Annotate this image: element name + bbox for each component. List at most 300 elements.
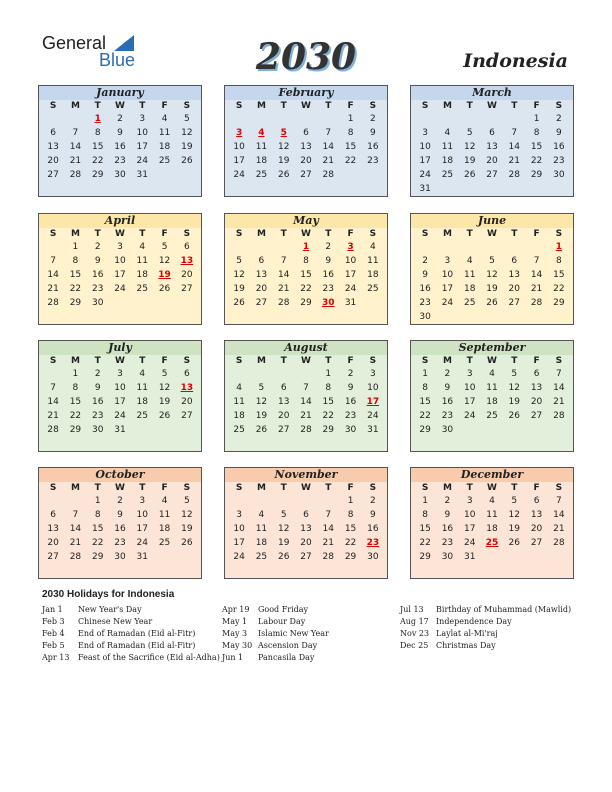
day-cell: 22 xyxy=(69,411,82,421)
day-cell: 6 xyxy=(533,369,540,379)
day-cell: 25 xyxy=(255,552,268,562)
day-cell: 6 xyxy=(280,383,287,393)
day-cell: 4 xyxy=(236,383,242,393)
brand-line2: Blue xyxy=(99,50,136,70)
month-june xyxy=(410,213,574,325)
day-cell: 13 xyxy=(530,510,543,520)
weekday-header: S xyxy=(235,356,243,366)
day-grid xyxy=(225,355,387,437)
day-grid xyxy=(225,100,387,182)
day-cell: 20 xyxy=(508,284,520,294)
holiday-day: 25 xyxy=(485,538,499,548)
day-cell: 4 xyxy=(369,242,376,252)
weekday-header: T xyxy=(511,101,518,111)
holiday-name: End of Ramadan (Eid al-Fitr) xyxy=(78,629,196,638)
day-cell: 6 xyxy=(258,256,265,266)
day-cell: 2 xyxy=(444,496,451,506)
month-name: April xyxy=(39,214,201,228)
day-cell: 14 xyxy=(322,524,334,534)
day-cell: 18 xyxy=(136,397,148,407)
weekday-header: T xyxy=(466,101,473,111)
month-name: January xyxy=(39,86,201,100)
day-cell: 21 xyxy=(300,411,312,421)
day-cell: 27 xyxy=(486,170,498,180)
day-cell: 11 xyxy=(486,510,498,520)
weekday-header: S xyxy=(369,483,377,493)
holiday-row xyxy=(42,640,220,652)
day-cell: 5 xyxy=(183,114,190,124)
day-cell: 17 xyxy=(344,270,357,280)
day-cell: 20 xyxy=(277,411,290,421)
day-blank xyxy=(459,240,481,254)
day-cell: 1 xyxy=(94,496,101,506)
day-cell: 2 xyxy=(444,369,451,379)
day-cell: 30 xyxy=(91,298,104,308)
day-cell: 8 xyxy=(72,256,79,266)
weekday-header: M xyxy=(256,101,266,111)
day-cell: 16 xyxy=(114,524,126,534)
day-cell: 10 xyxy=(114,256,126,266)
day-cell: 21 xyxy=(69,538,82,548)
day-cell: 4 xyxy=(139,369,146,379)
weekday-header: W xyxy=(301,356,311,366)
day-cell: 4 xyxy=(139,242,146,252)
day-cell: 29 xyxy=(530,170,543,180)
weekday-header: T xyxy=(325,356,332,366)
holiday-day: 4 xyxy=(258,128,265,138)
day-cell: 7 xyxy=(555,369,562,379)
day-cell: 8 xyxy=(303,256,309,266)
day-cell: 19 xyxy=(508,524,520,534)
day-cell: 5 xyxy=(511,369,518,379)
holiday-name: Christmas Day xyxy=(436,641,496,650)
day-cell: 30 xyxy=(114,170,126,180)
day-cell: 6 xyxy=(50,128,56,138)
day-cell: 15 xyxy=(300,270,312,280)
day-cell: 3 xyxy=(117,369,123,379)
day-cell: 2 xyxy=(369,114,376,124)
holiday-row xyxy=(400,616,571,628)
day-blank xyxy=(295,367,317,381)
day-cell: 17 xyxy=(441,284,454,294)
day-cell: 29 xyxy=(91,170,104,180)
weekday-header: M xyxy=(442,356,452,366)
holiday-day: 1 xyxy=(94,114,101,124)
day-cell: 30 xyxy=(441,425,454,435)
day-cell: 22 xyxy=(344,538,357,548)
day-grid xyxy=(411,100,573,196)
weekday-header: W xyxy=(115,229,125,239)
day-cell: 1 xyxy=(72,369,79,379)
day-cell: 29 xyxy=(300,298,312,308)
day-cell: 8 xyxy=(533,128,540,138)
holiday-row xyxy=(222,628,329,640)
day-cell: 19 xyxy=(277,538,290,548)
holiday-date: Feb 3 xyxy=(42,617,65,626)
day-cell: 20 xyxy=(300,538,312,548)
day-cell: 9 xyxy=(369,128,376,138)
day-cell: 11 xyxy=(441,142,454,152)
day-cell: 1 xyxy=(325,369,332,379)
weekday-header: W xyxy=(301,229,311,239)
weekday-header: S xyxy=(421,483,429,493)
weekday-header: F xyxy=(347,356,354,366)
day-cell: 27 xyxy=(277,425,290,435)
weekday-header: W xyxy=(115,356,125,366)
day-cell: 19 xyxy=(255,411,268,421)
day-blank xyxy=(64,112,86,126)
day-cell: 24 xyxy=(463,538,476,548)
day-cell: 23 xyxy=(114,538,126,548)
day-cell: 19 xyxy=(158,397,171,407)
weekday-header: M xyxy=(70,101,80,111)
weekday-header: W xyxy=(115,101,125,111)
day-cell: 7 xyxy=(72,510,79,520)
weekday-header: F xyxy=(347,229,354,239)
day-blank xyxy=(64,494,86,508)
day-cell: 5 xyxy=(511,496,518,506)
holiday-row xyxy=(42,652,220,664)
day-cell: 25 xyxy=(255,170,268,180)
day-cell: 19 xyxy=(277,156,290,166)
day-cell: 17 xyxy=(463,397,476,407)
day-blank xyxy=(42,367,64,381)
day-cell: 7 xyxy=(555,496,562,506)
day-cell: 7 xyxy=(50,383,56,393)
day-grid xyxy=(39,355,201,437)
day-cell: 11 xyxy=(158,510,171,520)
day-cell: 28 xyxy=(322,552,334,562)
day-cell: 31 xyxy=(463,552,476,562)
day-cell: 16 xyxy=(553,142,565,152)
day-cell: 7 xyxy=(325,510,332,520)
day-cell: 27 xyxy=(508,298,520,308)
day-cell: 28 xyxy=(300,425,312,435)
day-cell: 5 xyxy=(258,383,265,393)
day-cell: 25 xyxy=(136,411,148,421)
day-blank xyxy=(481,112,503,126)
day-blank xyxy=(42,494,64,508)
day-cell: 31 xyxy=(136,552,148,562)
weekday-header: S xyxy=(421,229,429,239)
day-blank xyxy=(228,112,250,126)
day-cell: 2 xyxy=(94,369,101,379)
day-cell: 3 xyxy=(369,369,376,379)
month-name: June xyxy=(411,214,573,228)
day-cell: 12 xyxy=(463,142,476,152)
day-cell: 8 xyxy=(422,383,428,393)
day-grid xyxy=(225,228,387,310)
day-cell: 1 xyxy=(533,114,540,124)
day-cell: 22 xyxy=(419,538,431,548)
day-cell: 4 xyxy=(466,256,473,266)
holiday-name: Pancasila Day xyxy=(258,653,315,662)
month-name: September xyxy=(411,341,573,355)
day-cell: 6 xyxy=(489,128,495,138)
day-cell: 30 xyxy=(344,425,357,435)
day-cell: 20 xyxy=(486,156,498,166)
day-blank xyxy=(250,367,272,381)
day-cell: 4 xyxy=(444,128,451,138)
day-cell: 12 xyxy=(508,383,520,393)
day-cell: 10 xyxy=(344,256,357,266)
day-cell: 4 xyxy=(489,496,495,506)
day-cell: 8 xyxy=(555,256,562,266)
month-march xyxy=(410,85,574,197)
day-cell: 18 xyxy=(233,411,245,421)
day-blank xyxy=(250,240,272,254)
weekday-header: S xyxy=(49,101,57,111)
holiday-day: 23 xyxy=(366,538,380,548)
holiday-name: New Year's Day xyxy=(78,605,142,614)
day-cell: 6 xyxy=(511,256,518,266)
day-cell: 4 xyxy=(161,496,168,506)
day-cell: 27 xyxy=(300,170,312,180)
day-cell: 27 xyxy=(300,552,312,562)
holiday-row xyxy=(400,640,571,652)
day-cell: 6 xyxy=(183,369,190,379)
month-name: July xyxy=(39,341,201,355)
day-cell: 23 xyxy=(114,156,126,166)
day-cell: 16 xyxy=(419,284,431,294)
day-cell: 16 xyxy=(441,524,454,534)
weekday-header: T xyxy=(94,101,101,111)
day-cell: 24 xyxy=(233,170,245,180)
day-cell: 1 xyxy=(347,496,354,506)
day-cell: 9 xyxy=(94,383,101,393)
country-title: Indonesia xyxy=(463,50,568,72)
day-cell: 13 xyxy=(255,270,268,280)
day-blank xyxy=(295,112,317,126)
day-cell: 15 xyxy=(91,142,104,152)
weekday-header: S xyxy=(235,483,243,493)
day-cell: 2 xyxy=(94,242,101,252)
day-cell: 16 xyxy=(91,397,104,407)
day-cell: 21 xyxy=(553,397,565,407)
weekday-header: M xyxy=(70,356,80,366)
day-cell: 23 xyxy=(553,156,565,166)
day-cell: 4 xyxy=(489,369,495,379)
day-cell: 21 xyxy=(322,156,334,166)
day-cell: 10 xyxy=(463,383,476,393)
day-cell: 1 xyxy=(422,496,428,506)
day-grid xyxy=(39,228,201,310)
weekday-header: T xyxy=(280,483,287,493)
weekday-header: T xyxy=(325,229,332,239)
day-cell: 23 xyxy=(441,411,454,421)
month-name: October xyxy=(39,468,201,482)
day-cell: 14 xyxy=(553,510,565,520)
weekday-header: T xyxy=(94,229,101,239)
day-cell: 4 xyxy=(161,114,168,124)
day-cell: 22 xyxy=(322,411,334,421)
day-cell: 28 xyxy=(508,170,520,180)
day-cell: 18 xyxy=(255,538,268,548)
day-cell: 25 xyxy=(486,411,498,421)
day-cell: 25 xyxy=(463,298,476,308)
day-cell: 22 xyxy=(553,284,565,294)
day-cell: 13 xyxy=(277,397,290,407)
weekday-header: F xyxy=(347,483,354,493)
day-blank xyxy=(503,112,525,126)
day-cell: 27 xyxy=(181,411,193,421)
day-cell: 20 xyxy=(181,397,193,407)
day-blank xyxy=(42,112,64,126)
day-cell: 26 xyxy=(181,538,193,548)
day-cell: 26 xyxy=(181,156,193,166)
weekday-header: W xyxy=(487,483,497,493)
day-cell: 24 xyxy=(136,538,148,548)
day-cell: 21 xyxy=(530,284,543,294)
holiday-row xyxy=(222,616,329,628)
weekday-header: W xyxy=(487,101,497,111)
weekday-header: W xyxy=(487,356,497,366)
holiday-name: Feast of the Sacrifice (Eid al-Adha) xyxy=(78,653,220,662)
weekday-header: M xyxy=(442,229,452,239)
weekday-header: F xyxy=(161,229,168,239)
holiday-date: Nov 23 xyxy=(400,629,430,638)
day-cell: 7 xyxy=(533,256,540,266)
day-cell: 12 xyxy=(255,397,268,407)
day-cell: 27 xyxy=(47,552,59,562)
day-cell: 5 xyxy=(280,510,287,520)
month-name: August xyxy=(225,341,387,355)
month-october xyxy=(38,467,202,579)
day-cell: 18 xyxy=(158,524,171,534)
holiday-name: Independence Day xyxy=(436,617,512,626)
holiday-day: 17 xyxy=(366,397,380,407)
holiday-row xyxy=(42,604,220,616)
day-blank xyxy=(436,112,458,126)
day-cell: 12 xyxy=(158,256,171,266)
day-cell: 8 xyxy=(72,383,79,393)
day-cell: 24 xyxy=(233,552,245,562)
day-cell: 28 xyxy=(69,170,82,180)
day-cell: 14 xyxy=(322,142,334,152)
holiday-column xyxy=(222,604,329,664)
weekday-header: M xyxy=(70,229,80,239)
day-cell: 31 xyxy=(136,170,148,180)
month-name: November xyxy=(225,468,387,482)
day-cell: 19 xyxy=(181,524,193,534)
holiday-row xyxy=(222,652,329,664)
holiday-row xyxy=(42,628,220,640)
weekday-header: T xyxy=(280,229,287,239)
weekday-header: S xyxy=(183,101,191,111)
weekday-header: S xyxy=(183,483,191,493)
holiday-date: May 30 xyxy=(222,641,253,650)
day-cell: 23 xyxy=(322,284,334,294)
day-cell: 30 xyxy=(553,170,565,180)
day-cell: 20 xyxy=(530,524,543,534)
day-cell: 19 xyxy=(486,284,498,294)
weekday-header: S xyxy=(421,356,429,366)
day-cell: 6 xyxy=(183,242,190,252)
weekday-header: T xyxy=(325,483,332,493)
day-cell: 20 xyxy=(47,538,59,548)
day-cell: 18 xyxy=(367,270,379,280)
day-cell: 9 xyxy=(444,383,451,393)
day-cell: 24 xyxy=(114,284,126,294)
day-cell: 28 xyxy=(47,425,59,435)
month-may xyxy=(224,213,388,325)
day-blank xyxy=(228,240,250,254)
holiday-date: Apr 13 xyxy=(42,653,70,662)
day-cell: 24 xyxy=(463,411,476,421)
day-cell: 5 xyxy=(236,256,242,266)
day-cell: 27 xyxy=(255,298,268,308)
day-cell: 12 xyxy=(277,142,290,152)
month-name: May xyxy=(225,214,387,228)
day-cell: 11 xyxy=(255,524,268,534)
day-cell: 12 xyxy=(486,270,498,280)
holiday-date: Feb 4 xyxy=(42,629,65,638)
weekday-header: T xyxy=(94,356,101,366)
month-december xyxy=(410,467,574,579)
day-cell: 27 xyxy=(181,284,193,294)
holiday-date: Aug 17 xyxy=(400,617,429,626)
day-cell: 24 xyxy=(344,284,357,294)
day-cell: 22 xyxy=(300,284,312,294)
day-cell: 13 xyxy=(530,383,543,393)
holiday-day: 5 xyxy=(280,128,287,138)
day-cell: 17 xyxy=(463,524,476,534)
day-grid xyxy=(411,482,573,564)
weekday-header: S xyxy=(49,356,57,366)
day-blank xyxy=(42,240,64,254)
day-cell: 22 xyxy=(419,411,431,421)
day-cell: 15 xyxy=(344,524,357,534)
day-cell: 8 xyxy=(347,510,354,520)
weekday-header: S xyxy=(369,356,377,366)
day-cell: 29 xyxy=(419,425,431,435)
day-cell: 13 xyxy=(47,142,59,152)
holiday-name: Ascension Day xyxy=(258,641,318,650)
day-cell: 13 xyxy=(508,270,520,280)
holiday-name: Chinese New Year xyxy=(78,617,153,626)
day-cell: 29 xyxy=(69,425,82,435)
weekday-header: F xyxy=(347,101,354,111)
day-cell: 7 xyxy=(511,128,518,138)
day-cell: 21 xyxy=(322,538,334,548)
weekday-header: S xyxy=(183,356,191,366)
day-cell: 22 xyxy=(344,156,357,166)
day-cell: 15 xyxy=(419,397,431,407)
day-cell: 31 xyxy=(114,425,126,435)
day-blank xyxy=(481,240,503,254)
holiday-day: 19 xyxy=(158,270,171,280)
weekday-header: S xyxy=(183,229,191,239)
day-blank xyxy=(317,112,339,126)
day-blank xyxy=(459,112,481,126)
day-cell: 29 xyxy=(553,298,565,308)
weekday-header: F xyxy=(161,356,168,366)
day-cell: 17 xyxy=(233,156,245,166)
day-cell: 14 xyxy=(553,383,565,393)
month-name: March xyxy=(411,86,573,100)
day-cell: 5 xyxy=(466,128,473,138)
day-blank xyxy=(414,112,436,126)
weekday-header: T xyxy=(466,229,473,239)
day-cell: 13 xyxy=(300,524,312,534)
day-cell: 8 xyxy=(422,510,428,520)
holiday-day: 13 xyxy=(180,383,194,393)
day-cell: 10 xyxy=(463,510,476,520)
day-cell: 25 xyxy=(158,538,171,548)
day-cell: 27 xyxy=(530,411,543,421)
day-cell: 17 xyxy=(136,142,148,152)
weekday-header: S xyxy=(369,101,377,111)
